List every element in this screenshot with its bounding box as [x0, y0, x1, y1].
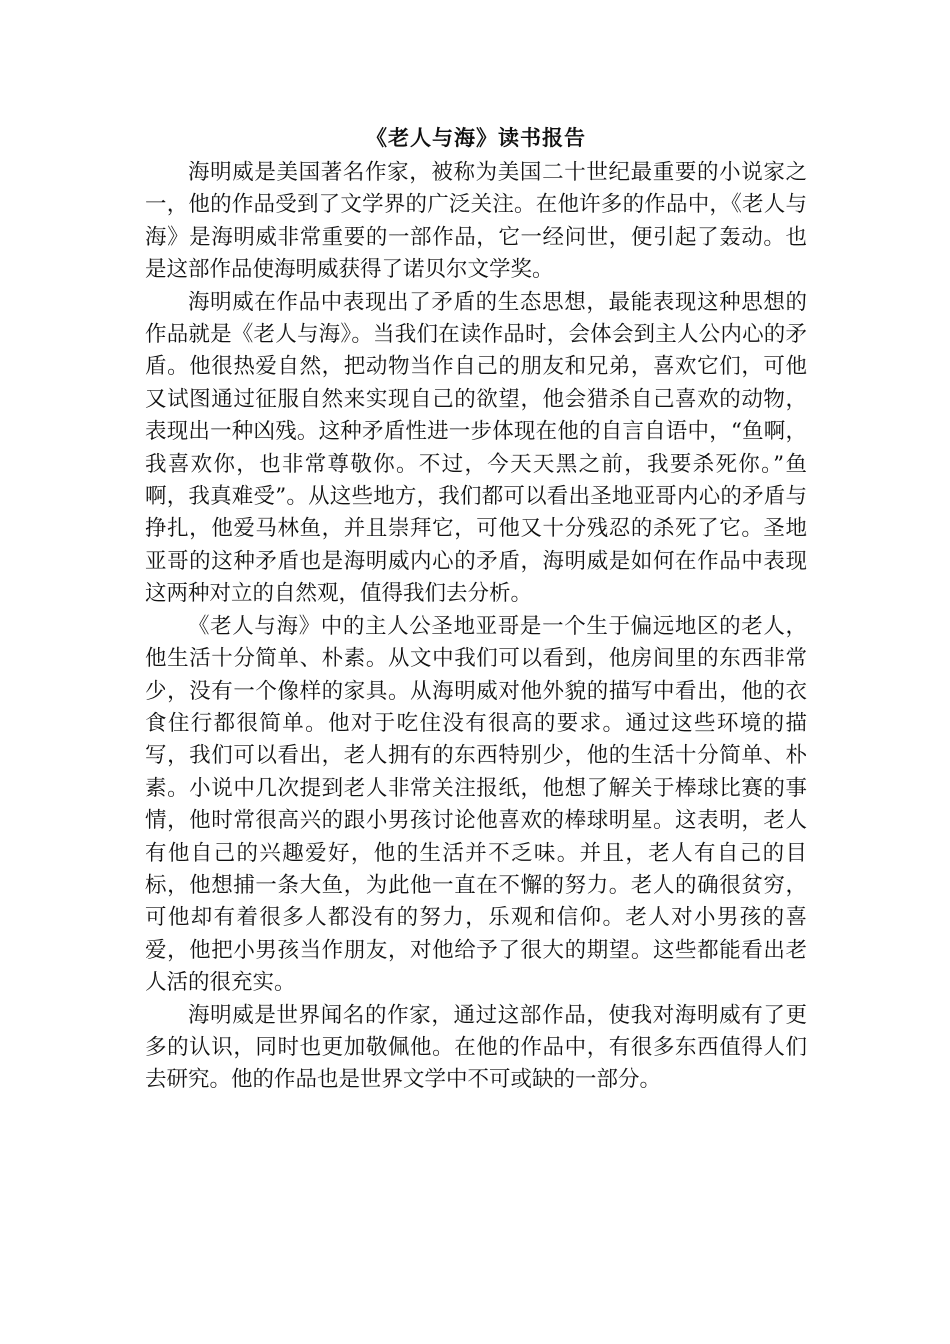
paragraph-1: 海明威是美国著名作家，被称为美国二十世纪最重要的小说家之一，他的作品受到了文学界的广泛关注。在他许多的作品中，《老人与海》是海明威非常重要的一部作品，它一经问世，便引起了轰动。也是这部作品使海明威获得了诺贝尔文学奖。 [145, 160, 807, 283]
document-title: 《老人与海》读书报告 [366, 125, 586, 150]
paragraph-4: 海明威是世界闻名的作家，通过这部作品，使我对海明威有了更多的认识，同时也更加敬佩他。在他的作品中，有很多东西值得人们去研究。他的作品也是世界文学中不可或缺的一部分。 [145, 1002, 807, 1093]
document-body [145, 119, 807, 1097]
paragraph-2: 海明威在作品中表现出了矛盾的生态思想，最能表现这种思想的作品就是《老人与海》。当我们在读作品时，会体会到主人公内心的矛盾。他很热爱自然，把动物当作自己的朋友和兄弟，喜欢它们，可他又试图通过征服自然来实现自己的欲望，他会猎杀自己喜欢的动物，表现出一种凶残。这种矛盾性进一步体现在他的自言自语中，“鱼啊，我喜欢你，也非常尊敬你。不过，今天天黑之前，我要杀死你。”鱼啊，我真难受”。从这些地方，我们都可以看出圣地亚哥内心的矛盾与挣扎，他爱马林鱼，并且崇拜它，可他又十分残忍的杀死了它。圣地亚哥的这种矛盾也是海明威内心的矛盾，海明威是如何在作品中表现这两种对立的自然观，值得我们去分析。 [145, 289, 807, 607]
paragraph-3: 《老人与海》中的主人公圣地亚哥是一个生于偏远地区的老人，他生活十分简单、朴素。从文中我们可以看到，他房间里的东西非常少，没有一个像样的家具。从海明威对他外貌的描写中看出，他的衣食住行都很简单。他对于吃住没有很高的要求。通过这些环境的描写，我们可以看出，老人拥有的东西特别少，他的生活十分简单、朴素。小说中几次提到老人非常关注报纸，他想了解关于棒球比赛的事情，他时常很高兴的跟小男孩讨论他喜欢的棒球明星。这表明，老人有他自己的兴趣爱好，他的生活并不乏味。并且，老人有自己的目标，他想捕一条大鱼，为此他一直在不懈的努力。老人的确很贫穷，可他却有着很多人都没有的努力，乐观和信仰。老人对小男孩的喜爱，他把小男孩当作朋友，对他给予了很大的期望。这些都能看出老人活的很充实。 [145, 613, 807, 996]
